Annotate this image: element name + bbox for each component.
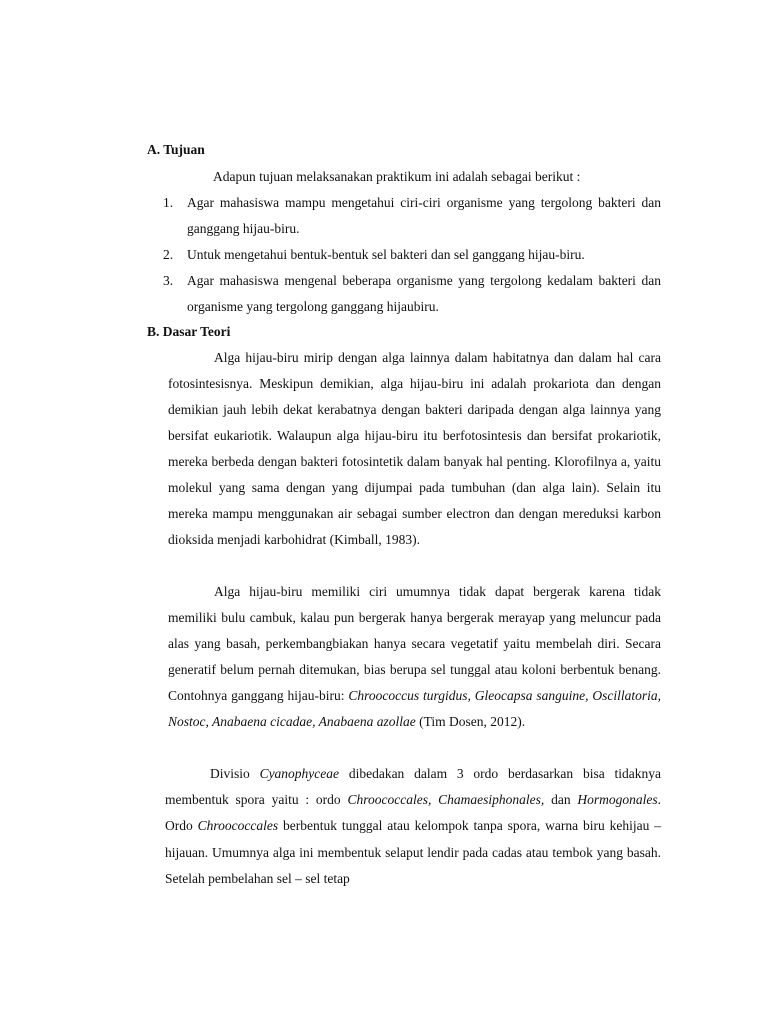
list-item-text: Agar mahasiswa mampu mengetahui ciri-ciri organisme yang tergolong bakteri dan ganggang hijau-biru. — [187, 195, 661, 236]
list-item — [163, 268, 661, 320]
paragraph-2-text: Alga hijau-biru memiliki ciri umumnya tidak dapat bergerak karena tidak memiliki bulu cambuk, kalau pun bergerak hanya bergerak merayap yang meluncur pada alas yang basah, perkembangbiakan hanya secara vegetatif yaitu membelah diri. Secara generatif belum pernah ditemukan, bias berupa sel tunggal atau koloni berbentuk benang. Contohnya ganggang hijau-biru: — [168, 584, 661, 703]
list-item — [163, 190, 661, 242]
paragraph-3-text: . Ordo — [165, 792, 662, 834]
paragraph-3-text: berbentuk tunggal atau kelompok tanpa spora, warna biru kehijau – hijauan. Umumnya alga ini membentuk selaput lendir pada cadas atau tembok yang basah. Setelah pembelahan sel – sel tetap — [165, 818, 662, 886]
paragraph-2 — [168, 579, 661, 735]
section-a-intro: Adapun tujuan melaksanakan praktikum ini adalah sebagai berikut : — [213, 169, 581, 184]
list-item-number: 1. — [163, 195, 174, 210]
paragraph-1: Alga hijau-biru mirip dengan alga lainnya dalam habitatnya dan dalam hal cara fotosintesisnya. Meskipun demikian, alga hijau-biru ini adalah prokariota dan dengan demikian jauh lebih dekat kerabatnya dengan bakteri daripada dengan alga lainnya yang bersifat eukariotik. Walaupun alga hijau-biru itu berfotosintesis dan bersifat prokariotik, mereka berbeda dengan bakteri fotosintetik dalam banyak hal penting. Klorofilnya a, yaitu molekul yang sama dengan yang dijumpai pada tumbuhan (dan alga lain). Selain itu mereka mampu menggunakan air sebagai sumber electron dan dengan mereduksi karbon dioksida menjadi karbohidrat (Kimball, 1983). — [168, 350, 661, 547]
paragraph-3 — [165, 761, 661, 892]
list-item-number: 3. — [163, 273, 174, 288]
paragraph-3-text: dan — [551, 792, 571, 808]
paragraph-3-text: dibedakan dalam 3 ordo berdasarkan bisa tidaknya membentuk spora yaitu : ordo — [165, 766, 661, 808]
list-item-text: Agar mahasiswa mengenal beberapa organisme yang tergolong kedalam bakteri dan organisme yang tergolong ganggang hijaubiru. — [187, 273, 661, 314]
taxon-name: Cyanophyceae — [259, 766, 340, 781]
list-item-number: 2. — [163, 247, 174, 262]
paragraph-3-text: Divisio — [210, 766, 250, 781]
ordo-name: Chamaesiphonales, — [438, 792, 545, 808]
list-item-text: Untuk mengetahui bentuk-bentuk sel bakteri dan sel ganggang hijau-biru. — [187, 247, 585, 262]
ordo-name: Chroococcales, — [347, 792, 432, 808]
citation: (Tim Dosen, 2012). — [419, 714, 526, 729]
section-b-heading: B. Dasar Teori — [147, 324, 231, 339]
ordo-name: Chroococcales — [197, 818, 279, 834]
section-a-heading: A. Tujuan — [147, 142, 205, 157]
species-list: Chroococcus turgidus, Gleocapsa sanguine, Oscillatoria, Nostoc, Anabaena cicadae, Anabaena azollae — [168, 688, 662, 729]
list-item — [163, 242, 661, 268]
ordo-name: Hormogonales — [577, 792, 658, 808]
